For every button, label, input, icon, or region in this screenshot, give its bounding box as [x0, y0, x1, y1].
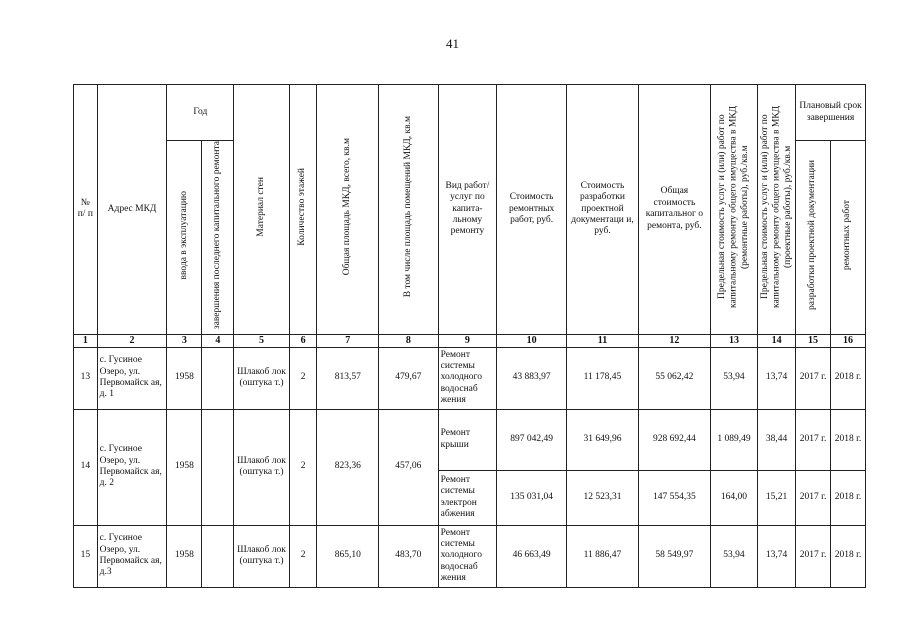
header-wall-material-text: Материал стен: [255, 177, 266, 237]
row-total-cost: 55 062,42: [638, 347, 710, 409]
header-total-area: [317, 85, 379, 335]
column-number: 5: [234, 334, 289, 347]
header-repair-cost: Стоимость ремонтных работ, руб.: [497, 85, 567, 335]
capital-repair-table: [73, 84, 866, 588]
header-floors: [289, 85, 317, 335]
header-plan-repair: [831, 141, 866, 335]
column-number: 7: [317, 334, 379, 347]
row-plan-design: 2017 г.: [796, 409, 831, 470]
column-number: 8: [379, 334, 439, 347]
header-premises-area-text: В том числе площадь помещений МКД, кв.м: [402, 116, 413, 298]
header-design-cost: Стоимость разработки проектной документаци и, руб.: [567, 85, 639, 335]
table-row: [74, 347, 866, 409]
column-number: 6: [289, 334, 317, 347]
row-n: 13: [74, 347, 98, 409]
column-number: 3: [167, 334, 202, 347]
row-design-cost: 11 886,47: [567, 525, 639, 587]
column-number: 1: [74, 334, 98, 347]
header-plan-design: [796, 141, 831, 335]
row-year-commission: 1958: [167, 409, 202, 525]
header-address: Адрес МКД: [97, 85, 167, 335]
header-plan-repair-text: ремонтных работ: [842, 200, 853, 271]
table-row: [74, 525, 866, 587]
row-total-cost: 58 549,97: [638, 525, 710, 587]
row-work-type: Ремонт крыши: [438, 409, 497, 470]
column-number: 10: [497, 334, 567, 347]
row-year-last-repair: [202, 409, 234, 525]
row-plan-repair: 2018 г.: [831, 470, 866, 525]
row-floors: 2: [289, 525, 317, 587]
row-plan-repair: 2018 г.: [831, 347, 866, 409]
row-repair-cost: 135 031,04: [497, 470, 567, 525]
header-total-area-text: Общая площадь МКД, всего, кв.м: [342, 138, 353, 276]
row-work-type: Ремонт системы холодного водоснаб жения: [438, 525, 497, 587]
column-number: 15: [796, 334, 831, 347]
header-wall-material: [234, 85, 289, 335]
row-address: с. Гусиное Озеро, ул. Первомайск ая, д. 1: [97, 347, 167, 409]
row-limit-repair: 164,00: [710, 470, 757, 525]
header-premises-area: [379, 85, 439, 335]
header-limit-design-text: Предельная стоимость услуг и (или) работ по капитальному ремонту общего имущества в МКД (проектные работы), руб./кв.м: [760, 106, 793, 309]
row-total-area: 813,57: [317, 347, 379, 409]
row-n: 14: [74, 409, 98, 525]
header-plan-design-text: разработки проектной документации: [807, 160, 818, 311]
row-year-commission: 1958: [167, 347, 202, 409]
row-premises-area: 483,70: [379, 525, 439, 587]
header-plan-group: Плановый срок завершения: [796, 85, 866, 141]
column-number: 14: [758, 334, 796, 347]
row-n: 15: [74, 525, 98, 587]
table-row: [74, 409, 866, 470]
row-limit-design: 13,74: [758, 347, 796, 409]
row-floors: 2: [289, 347, 317, 409]
row-year-commission: 1958: [167, 525, 202, 587]
row-total-area: 865,10: [317, 525, 379, 587]
header-year-last-repair-text: завершения последнего капитального ремонта: [212, 141, 223, 330]
row-limit-design: 15,21: [758, 470, 796, 525]
row-total-area: 823,36: [317, 409, 379, 525]
row-address: с. Гусиное Озеро, ул. Первомайск ая, д. 2: [97, 409, 167, 525]
header-year-commission: [167, 141, 202, 335]
row-wall-material: Шлакоб лок (оштука т.): [234, 525, 289, 587]
row-limit-design: 13,74: [758, 525, 796, 587]
row-repair-cost: 46 663,49: [497, 525, 567, 587]
row-repair-cost: 43 883,97: [497, 347, 567, 409]
column-number-row: [74, 334, 866, 347]
row-work-type: Ремонт системы холодного водоснаб жения: [438, 347, 497, 409]
row-wall-material: Шлакоб лок (оштука т.): [234, 409, 289, 525]
header-work-type: Вид работ/ услуг по капита-льному ремонту: [438, 85, 497, 335]
row-design-cost: 31 649,96: [567, 409, 639, 470]
column-number: 2: [97, 334, 167, 347]
row-year-last-repair: [202, 525, 234, 587]
row-plan-design: 2017 г.: [796, 347, 831, 409]
header-limit-design: [758, 85, 796, 335]
row-design-cost: 12 523,31: [567, 470, 639, 525]
row-total-cost: 928 692,44: [638, 409, 710, 470]
row-limit-repair: 1 089,49: [710, 409, 757, 470]
row-wall-material: Шлакоб лок (оштука т.): [234, 347, 289, 409]
column-number: 12: [638, 334, 710, 347]
header-floors-text: Количество этажей: [297, 168, 308, 246]
row-limit-repair: 53,94: [710, 347, 757, 409]
row-total-cost: 147 554,35: [638, 470, 710, 525]
header-n: № п/ п: [74, 85, 98, 335]
row-plan-repair: 2018 г.: [831, 409, 866, 470]
header-limit-repair-text: Предельная стоимость услуг и (или) работ по капитальному ремонту общего имущества в МКД (ремонтные работы), руб./кв.м: [716, 106, 750, 309]
column-number: 4: [202, 334, 234, 347]
column-number: 13: [710, 334, 757, 347]
row-plan-design: 2017 г.: [796, 525, 831, 587]
column-number: 9: [438, 334, 497, 347]
row-year-last-repair: [202, 347, 234, 409]
column-number: 16: [831, 334, 866, 347]
row-limit-repair: 53,94: [710, 525, 757, 587]
row-design-cost: 11 178,45: [567, 347, 639, 409]
header-limit-repair: [710, 85, 757, 335]
header-year-commission-text: ввода в эксплуатацию: [178, 190, 189, 280]
column-number: 11: [567, 334, 639, 347]
row-plan-repair: 2018 г.: [831, 525, 866, 587]
header-year-group: Год: [167, 85, 234, 141]
row-plan-design: 2017 г.: [796, 470, 831, 525]
page-number: 41: [446, 36, 459, 51]
row-premises-area: 479,67: [379, 347, 439, 409]
row-floors: 2: [289, 409, 317, 525]
row-premises-area: 457,06: [379, 409, 439, 525]
row-repair-cost: 897 042,49: [497, 409, 567, 470]
header-total-cost: Общая стоимость капитальног о ремонта, руб.: [638, 85, 710, 335]
header-year-last-repair: [202, 141, 234, 335]
row-limit-design: 38,44: [758, 409, 796, 470]
row-address: с. Гусиное Озеро, ул. Первомайск ая, д.3: [97, 525, 167, 587]
row-work-type: Ремонт системы электрон абжения: [438, 470, 497, 525]
